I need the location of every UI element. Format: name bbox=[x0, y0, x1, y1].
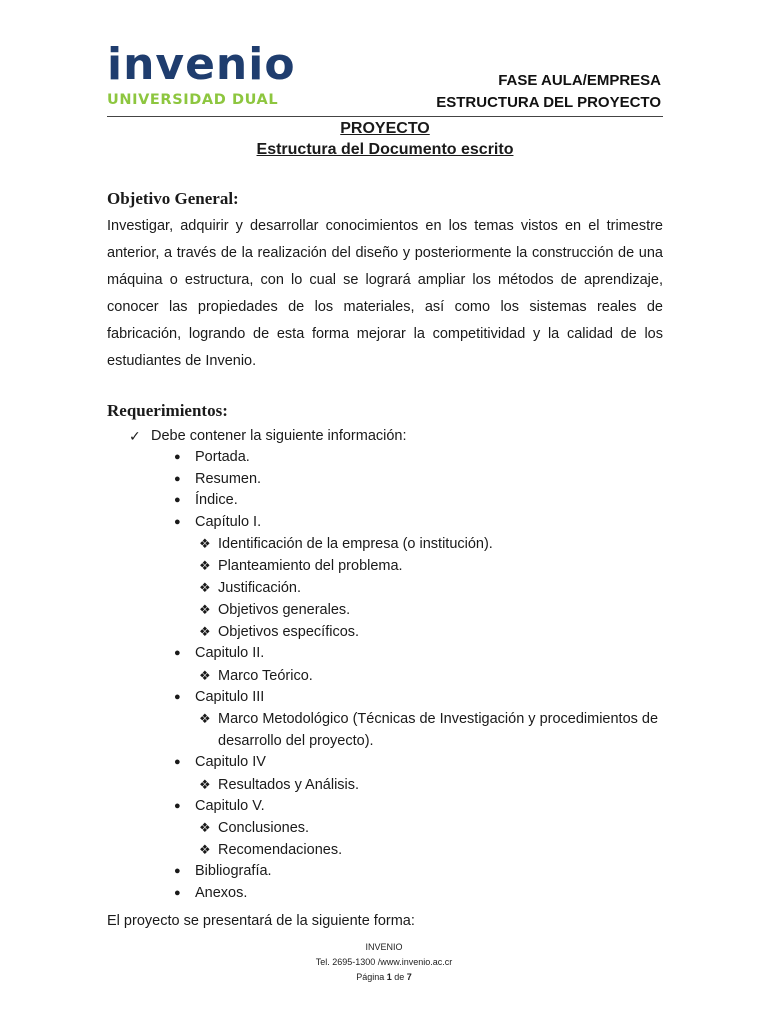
bullet-icon: ● bbox=[174, 799, 181, 812]
requirement-intro-text: Debe contener la siguiente información: bbox=[151, 428, 407, 444]
bullet-icon: ● bbox=[174, 690, 181, 703]
bullet-icon: ● bbox=[174, 515, 181, 528]
list-item-label: Bibliografía. bbox=[195, 863, 272, 879]
objetivo-paragraph: Investigar, adquirir y desarrollar conocimientos en los temas vistos en el trimestre anterior, a través de la realización del diseño y posteriormente la construcción de una máquina o estructura, con lo cual se logrará ampliar los métodos de aprendizaje, conocer las propiedades de los materiales, así como los sistemas reales de fabricación, logrando de esta forma mejorar la competitividad y la calidad de los estudiantes de Invenio. bbox=[107, 218, 663, 369]
logo-subtitle: UNIVERSIDAD DUAL bbox=[107, 92, 279, 108]
list-item-label: Índice. bbox=[195, 492, 238, 508]
invenio-logo: invenio bbox=[107, 39, 296, 90]
header-phase: FASE AULA/EMPRESA bbox=[498, 72, 661, 89]
page-footer bbox=[0, 940, 768, 985]
list-item bbox=[174, 883, 663, 905]
bullet-icon: ● bbox=[174, 865, 181, 877]
sub-list-item-label: Objetivos generales. bbox=[218, 602, 351, 618]
list-item-label: Capitulo III bbox=[195, 688, 265, 705]
bullet-icon: ● bbox=[174, 756, 181, 768]
requirement-intro bbox=[129, 425, 663, 447]
sub-list-item bbox=[199, 774, 663, 796]
list-item bbox=[174, 490, 663, 512]
sub-list-item-label: Planteamiento del problema. bbox=[218, 558, 403, 574]
sub-list-item bbox=[199, 577, 663, 599]
list-item-label: Resumen. bbox=[195, 470, 262, 487]
diamond-icon: ❖ bbox=[199, 558, 211, 573]
sub-list-item bbox=[199, 555, 663, 577]
header-structure: ESTRUCTURA DEL PROYECTO bbox=[436, 94, 661, 111]
title-subtitle: Estructura del Documento escrito bbox=[256, 141, 514, 158]
sub-list-item-label: Identificación de la empresa (o institución). bbox=[218, 536, 493, 552]
sub-list-item-label: Marco Metodológico (Técnicas de Investigación y procedimientos de desarrollo del proyecto). bbox=[218, 711, 659, 749]
list-item bbox=[174, 796, 663, 818]
requerimientos-heading: Requerimientos: bbox=[107, 401, 228, 420]
diamond-icon: ❖ bbox=[199, 602, 211, 617]
list-item bbox=[174, 643, 663, 665]
sub-list-item-label: Conclusiones. bbox=[218, 820, 310, 836]
diamond-icon: ❖ bbox=[199, 820, 211, 835]
footer-page-number: Página 1 de 7 bbox=[356, 972, 412, 982]
objetivo-heading: Objetivo General: bbox=[107, 189, 239, 208]
sub-list-item bbox=[199, 621, 663, 643]
diamond-icon: ❖ bbox=[199, 580, 211, 595]
bullet-icon: ● bbox=[174, 647, 181, 659]
document-title bbox=[107, 118, 663, 160]
bullet-icon: ● bbox=[174, 472, 181, 485]
sub-list-item-label: Objetivos específicos. bbox=[218, 624, 360, 640]
diamond-icon: ❖ bbox=[199, 842, 211, 857]
sub-list-item bbox=[199, 533, 663, 555]
list-item bbox=[174, 687, 663, 709]
list-item-label: Capitulo IV bbox=[195, 754, 266, 770]
sub-list-item bbox=[199, 599, 663, 621]
list-item-label: Capítulo I. bbox=[195, 513, 262, 530]
title-proyecto: PROYECTO bbox=[340, 120, 430, 137]
sub-list-item-label: Justificación. bbox=[218, 580, 302, 596]
list-item bbox=[174, 469, 663, 491]
sub-list-item bbox=[199, 665, 663, 687]
list-item bbox=[174, 512, 663, 534]
list-item bbox=[174, 752, 663, 774]
closing-text: El proyecto se presentará de la siguiente forma: bbox=[107, 913, 415, 929]
page-header bbox=[0, 0, 768, 118]
bullet-icon: ● bbox=[174, 451, 181, 463]
list-item bbox=[174, 861, 663, 883]
sub-list-item-label: Marco Teórico. bbox=[218, 667, 313, 684]
list-item bbox=[174, 447, 663, 469]
bullet-icon: ● bbox=[174, 886, 181, 899]
diamond-icon: ❖ bbox=[199, 711, 211, 726]
diamond-icon: ❖ bbox=[199, 624, 211, 639]
footer-org: INVENIO bbox=[365, 942, 403, 952]
diamond-icon: ❖ bbox=[199, 536, 211, 551]
sub-list-item bbox=[199, 708, 663, 752]
header-divider bbox=[107, 116, 663, 117]
sub-list-item-label: Recomendaciones. bbox=[218, 842, 343, 858]
list-item-label: Portada. bbox=[195, 449, 250, 465]
diamond-icon: ❖ bbox=[199, 776, 211, 792]
document-body bbox=[107, 185, 663, 932]
bullet-icon: ● bbox=[174, 494, 181, 506]
check-icon: ✓ bbox=[129, 428, 141, 444]
diamond-icon: ❖ bbox=[199, 667, 211, 683]
footer-contact: Tel. 2695-1300 /www.invenio.ac.cr bbox=[315, 957, 453, 967]
list-item-label: Capitulo V. bbox=[195, 797, 265, 814]
sub-list-item bbox=[199, 839, 663, 861]
sub-list-item-label: Resultados y Análisis. bbox=[218, 776, 360, 793]
list-item-label: Capitulo II. bbox=[195, 645, 265, 661]
header-right bbox=[436, 70, 661, 114]
sub-list-item bbox=[199, 817, 663, 839]
requirements-list bbox=[107, 447, 663, 904]
list-item-label: Anexos. bbox=[195, 884, 248, 901]
